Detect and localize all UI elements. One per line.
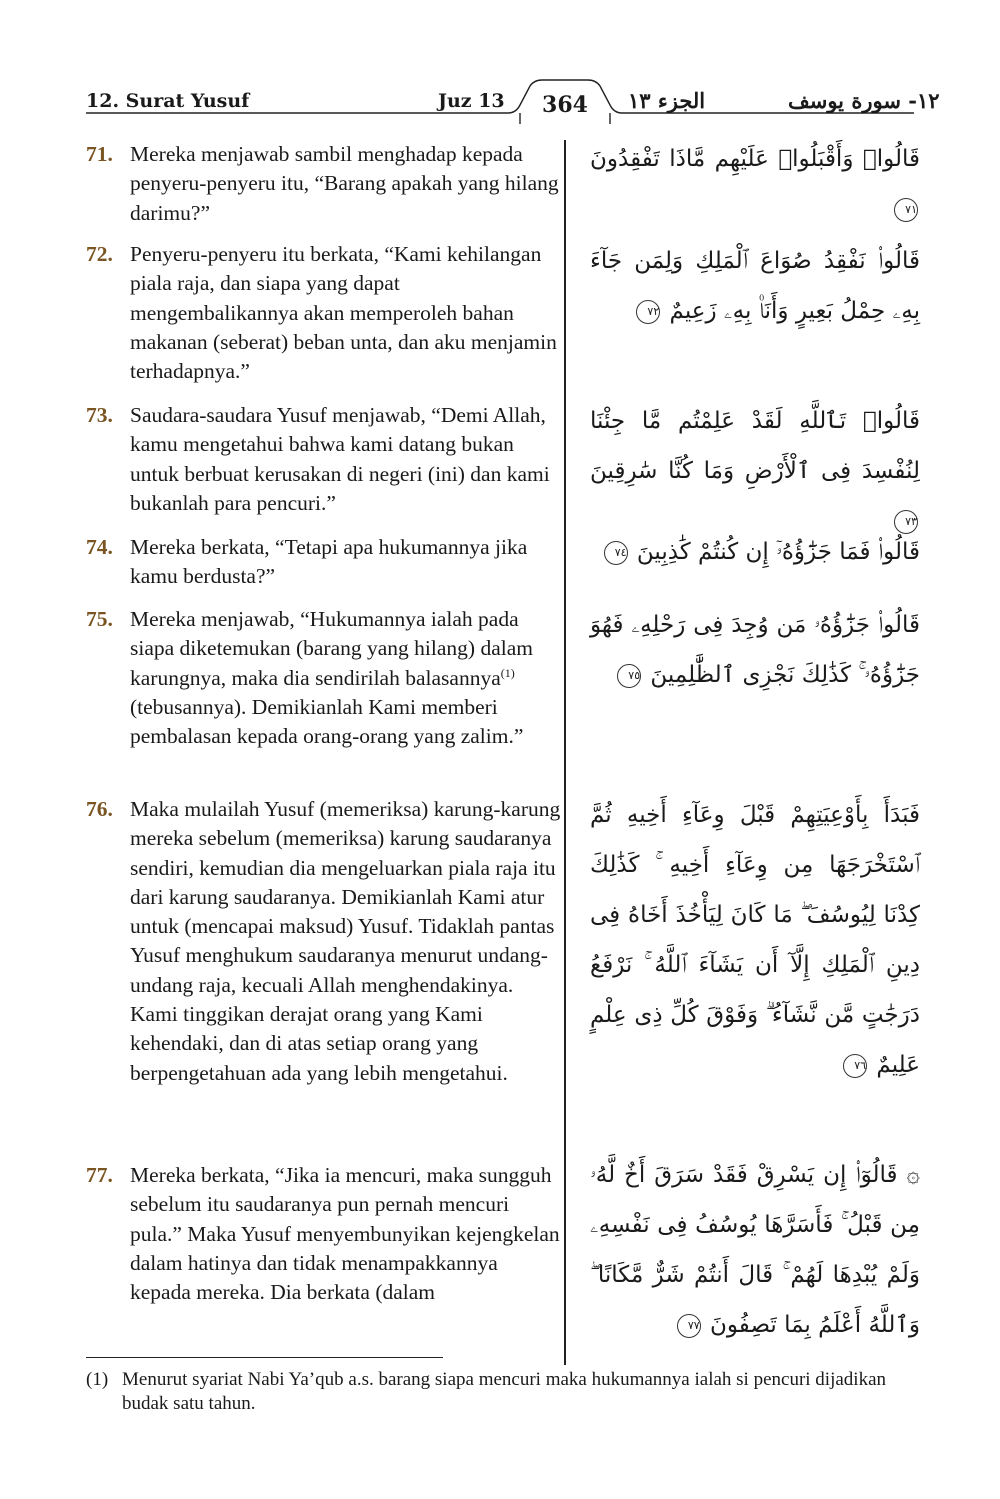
- verse-text: Mereka menjawab sambil menghadap kepada penyeru-penyeru itu, “Barang apakah yang hilang darimu?”: [130, 142, 559, 225]
- verse-translation: [86, 240, 561, 386]
- arabic-text: قَالُوا۟ تَٱللَّهِ لَقَدْ عَلِمْتُم مَّا جِئْنَا لِنُفْسِدَ فِى ٱلْأَرْضِ وَمَا كُنَّا سَٰرِقِينَ: [590, 408, 920, 484]
- verse-arabic: [590, 600, 920, 700]
- verse-number: 72.: [86, 242, 113, 266]
- ayah-end-mark: ٧٤: [604, 541, 628, 565]
- arabic-text: فَبَدَأَ بِأَوْعِيَتِهِمْ قَبْلَ وِعَآءِ أَخِيهِ ثُمَّ ٱسْتَخْرَجَهَا مِن وِعَآءِ أَخِيهِ ۚ كَذَٰلِكَ كِدْنَا لِيُوسُفَ ۖ مَا كَانَ لِيَأْخُذَ أَخَاهُ فِى دِينِ ٱلْمَلِكِ إِلَّآ أَن يَشَآءَ ٱللَّهُ ۚ نَرْفَعُ دَرَجَٰتٍ مَّن نَّشَآءُ ۗ وَفَوْقَ كُلِّ ذِى عِلْمٍ عَلِيمٌ: [590, 802, 920, 1078]
- footnote-rule: [86, 1357, 443, 1358]
- juz-arabic: الجزء ١٣: [628, 88, 706, 113]
- verse-text: Mereka berkata, “Tetapi apa hukumannya jika kamu berdusta?”: [130, 535, 528, 589]
- footnote-text: Menurut syariat Nabi Ya’qub a.s. barang siapa mencuri maka hukumannya ialah si pencuri dijadikan budak satu tahun.: [122, 1369, 887, 1414]
- verse-translation: [86, 140, 561, 228]
- verse-number: 73.: [86, 403, 113, 427]
- verse-arabic: [590, 134, 920, 234]
- ayah-end-mark: ٧٥: [617, 664, 641, 688]
- arabic-text: قَالُوا۟ جَزَٰٓؤُهُۥ مَن وُجِدَ فِى رَحْلِهِۦ فَهُوَ جَزَٰٓؤُهُۥ ۚ كَذَٰلِكَ نَجْزِى ٱلظَّٰلِمِينَ: [590, 612, 920, 688]
- verse-translation: [86, 795, 561, 1088]
- verse-arabic: [590, 396, 920, 546]
- verse-text: Mereka berkata, “Jika ia mencuri, maka sungguh sebelum itu saudaranya pun pernah mencuri pula.” Maka Yusuf menyembunyikan kejengkelan dalam hatinya dan tidak menampakkannya kepada mereka. Dia berkata (dalam: [130, 1163, 560, 1305]
- verse-translation: [86, 605, 561, 751]
- verse-arabic: [590, 236, 920, 336]
- arabic-text: قَالُوا۟ فَمَا جَزَٰٓؤُهُۥٓ إِن كُنتُمْ كَٰذِبِينَ: [636, 539, 920, 565]
- verse-number: 77.: [86, 1163, 113, 1187]
- column-divider: [564, 140, 566, 1365]
- ayah-end-mark: ٧١: [894, 198, 918, 222]
- verse-text: Saudara-saudara Yusuf menjawab, “Demi Allah, kamu mengetahui bahwa kami datang bukan untuk berbuat kerusakan di negeri (ini) dan kami bukanlah para pencuri.”: [130, 403, 550, 515]
- verse-text: Penyeru-penyeru itu berkata, “Kami kehilangan piala raja, dan siapa yang dapat mengembalikannya akan memperoleh bahan makanan (seberat) beban unta, dan aku menjamin terhadapnya.”: [130, 242, 557, 384]
- footnote-ref[interactable]: (1): [500, 665, 515, 680]
- verse-number: 75.: [86, 607, 113, 631]
- arabic-text: قَالُوا۟ نَفْقِدُ صُوَاعَ ٱلْمَلِكِ وَلِمَن جَآءَ بِهِۦ حِمْلُ بَعِيرٍ وَأَنَا۠ بِهِۦ زَعِيمٌ: [590, 248, 920, 324]
- page-header: [0, 0, 1000, 130]
- verse-translation: [86, 401, 561, 518]
- footnote: [86, 1368, 926, 1416]
- verse-translation: [86, 1161, 561, 1307]
- verse-number: 74.: [86, 535, 113, 559]
- verse-arabic: [590, 790, 920, 1090]
- verse-text: Maka mulailah Yusuf (memeriksa) karung-karung mereka sebelum (memeriksa) karung saudaranya sendiri, kemudian dia mengeluarkan piala raja itu dari karung saudaranya. Demikianlah Kami atur untuk (mencapai maksud) Yusuf. Tidaklah pantas Yusuf menghukum saudaranya menurut undang-undang raja, kecuali Allah menghendakinya. Kami tinggikan derajat orang yang Kami kehendaki, dan di atas setiap orang yang berpengetahuan ada yang lebih mengetahui.: [130, 797, 561, 1085]
- verse-number: 71.: [86, 142, 113, 166]
- arabic-text: قَالُوا۟ وَأَقْبَلُوا۟ عَلَيْهِم مَّاذَا تَفْقِدُونَ: [590, 146, 920, 172]
- surah-title-arabic: ١٢- سورة يوسف: [788, 88, 940, 113]
- verse-translation: [86, 533, 561, 592]
- ayah-end-mark: ٧٢: [636, 300, 660, 324]
- verse-text: [130, 605, 561, 751]
- surah-title: 12. Surat Yusuf: [86, 90, 250, 112]
- arabic-text: ۞ قَالُوٓا۟ إِن يَسْرِقْ فَقَدْ سَرَقَ أَخٌ لَّهُۥ مِن قَبْلُ ۚ فَأَسَرَّهَا يُوسُفُ فِى نَفْسِهِۦ وَلَمْ يُبْدِهَا لَهُمْ ۚ قَالَ أَنتُمْ شَرٌّ مَّكَانًا ۖ وَٱللَّهُ أَعْلَمُ بِمَا تَصِفُونَ: [590, 1162, 920, 1338]
- page-number: 364: [542, 92, 588, 118]
- verse-text-part: Mereka menjawab, “Hukumannya ialah pada siapa diketemukan (barang yang hilang) dalam karungnya, maka dia sendirilah balasannya: [130, 607, 533, 690]
- verse-number: 76.: [86, 797, 113, 821]
- verse-arabic: [590, 1150, 920, 1350]
- verse-arabic: [590, 527, 920, 577]
- ayah-end-mark: ٧٣: [894, 510, 918, 534]
- ayah-end-mark: ٧٧: [677, 1314, 701, 1338]
- ayah-end-mark: ٧٦: [843, 1054, 867, 1078]
- footnote-number: (1): [86, 1369, 109, 1390]
- verse-text-part: (tebusannya). Demikianlah Kami memberi pembalasan kepada orang-orang yang zalim.”: [130, 694, 524, 749]
- juz-label: Juz 13: [438, 90, 505, 112]
